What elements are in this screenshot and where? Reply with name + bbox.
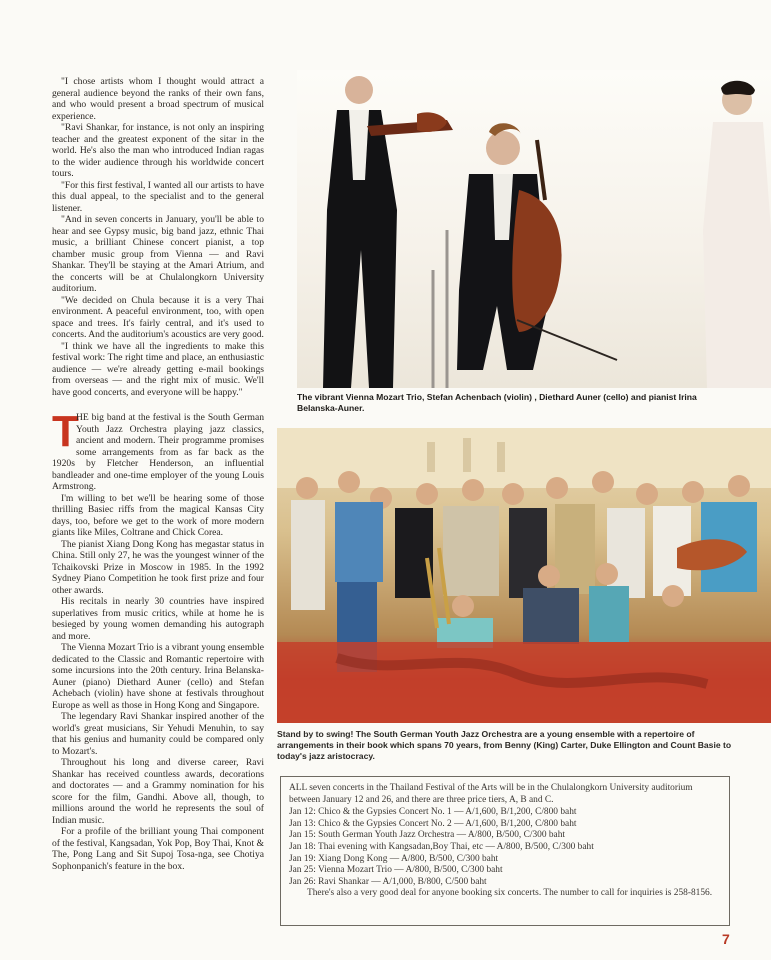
paragraph-lead: HE big band at the festival is the South German Youth Jazz Orchestra playing jazz classics, ancient and modern. Their programme promises some arrangements from as far back as the 1920s by Fletcher Henderson, an influential bandleader and one-time employer of the young Louis Armstrong. bbox=[52, 412, 264, 492]
trio-photo-illustration bbox=[297, 70, 771, 388]
schedule-item: Jan 12: Chico & the Gypsies Concert No. 1 — A/1,600, B/1,200, C/800 baht bbox=[289, 807, 577, 818]
paragraph: His recitals in nearly 30 countries have inspired superlatives from music critics, while at home he is besieged by young women demanding his autograph and more. bbox=[52, 596, 264, 642]
schedule-intro: ALL seven concerts in the Thailand Festival of the Arts will be in the Chulalongkorn University auditorium between January 12 and 26, and there are three price tiers, A, B and C. bbox=[289, 783, 693, 805]
paragraph: "I chose artists whom I thought would attract a general audience beyond the ranks of their own fans, and who would present a broad spectrum of musical experience. bbox=[52, 76, 264, 122]
schedule-item: Jan 19: Xiang Dong Kong — A/800, B/500, C/300 baht bbox=[289, 853, 499, 864]
paragraph: The pianist Xiang Dong Kong has megastar status in China. Still only 27, he was the youngest winner of the Tchaikovski Prize in Moscow in 1985. In the 1992 Sydney Piano Competition he took first prize and four other awards. bbox=[52, 538, 264, 596]
paragraph: The Vienna Mozart Trio is a vibrant young ensemble dedicated to the Classic and Romantic repertoire with some incursions into the 20th century. Irina Belanska-Auner (piano) Diethard Auner (cello) and Stefan Achebach (violin) have shone at festivals throughout Europe as well as those in Hong Kong and Singapore. bbox=[52, 642, 264, 711]
schedule-item: Jan 13: Chico & the Gypsies Concert No. 2 — A/1,600, B/1,200, C/800 baht bbox=[289, 818, 577, 829]
paragraph: I'm willing to bet we'll be hearing some of those thrilling Basiec riffs from the magical Kansas City days, too, before we get to the work of more modern giants like Miles, Coltrane and Chick Corea. bbox=[52, 492, 264, 538]
paragraph: The legendary Ravi Shankar inspired another of the world's great musicians, Sir Yehudi Menuhin, to say that his genius and humanity could be compared only to Mozart's. bbox=[52, 711, 264, 757]
paragraph: Throughout his long and diverse career, Ravi Shankar has received countless awards, decorations and doctorates — and a Grammy nomination for his score for the film, Gandhi. Above all, though, to millions around the world he represents the soul of Indian music. bbox=[52, 757, 264, 826]
paragraph: "I think we have all the ingredients to make this festival work: The right time and place, an enthusiastic audience — we're already getting e-mail bookings from overseas — and the right mix of music. We'll have good concerts, and everyone will be happy." bbox=[52, 340, 264, 398]
page-number: 7 bbox=[722, 931, 730, 947]
paragraph: "For this first festival, I wanted all our artists to have this dual appeal, to the specialist and to the general listener. bbox=[52, 179, 264, 214]
article-column bbox=[52, 76, 264, 872]
schedule-item: Jan 26: Ravi Shankar — A/1,000, B/800, C/500 baht bbox=[289, 876, 487, 887]
schedule-item: Jan 15: South German Youth Jazz Orchestra — A/800, B/500, C/300 baht bbox=[289, 830, 566, 841]
schedule-item: Jan 18: Thai evening with Kangsadan,Boy Thai, etc — A/800, B/500, C/300 baht bbox=[289, 841, 594, 852]
paragraph: "And in seven concerts in January, you'll be able to hear and see Gypsy music, big band jazz, ethnic Thai music, a brilliant Chinese concert pianist, a top chamber music group from Vienna — and Ravi Shankar. They'll be staying at the Amari Atrium, and the concerts will be at Chulalongkorn University auditorium. bbox=[52, 214, 264, 294]
drop-cap: T bbox=[52, 412, 79, 456]
trio-photo-caption: The vibrant Vienna Mozart Trio, Stefan Achenbach (violin) , Diethard Auner (cello) and pianist Irina Belanska-Auner. bbox=[297, 392, 697, 413]
concert-schedule-box bbox=[280, 776, 730, 926]
band-photo-illustration bbox=[277, 428, 771, 723]
schedule-item: Jan 25: Vienna Mozart Trio — A/800, B/500, C/300 baht bbox=[289, 865, 503, 876]
schedule-note: There's also a very good deal for anyone booking six concerts. The number to call for inquiries is 258-8156. bbox=[307, 888, 713, 899]
band-photo-caption: Stand by to swing! The South German Youth Jazz Orchestra are a young ensemble with a repertoire of arrangements in their book which spans 70 years, from Benny (King) Carter, Duke Ellington and Count Basie to today's jazz aristocracy. bbox=[277, 729, 732, 761]
paragraph: "Ravi Shankar, for instance, is not only an inspiring teacher and the greatest exponent of the sitar in the world. He's also the man who introduced Indian ragas to the wider audience through his worldwide concert tours. bbox=[52, 122, 264, 179]
paragraph: For a profile of the brilliant young Thai component of the festival, Kangsadan, Yok Pop, Boy Thai, Knot & The, Pong Lang and Sit Supoj Tosa-nga, see Chotiya Sophonpanich's feature in the box. bbox=[52, 826, 264, 872]
trio-photo bbox=[297, 70, 771, 388]
band-photo bbox=[277, 428, 771, 723]
paragraph: "We decided on Chula because it is a very Thai environment. A peaceful environment, too, with open space and trees. It's fairly central, and it's used to concerts. And the auditorium's acoustics are very good. bbox=[52, 294, 264, 340]
